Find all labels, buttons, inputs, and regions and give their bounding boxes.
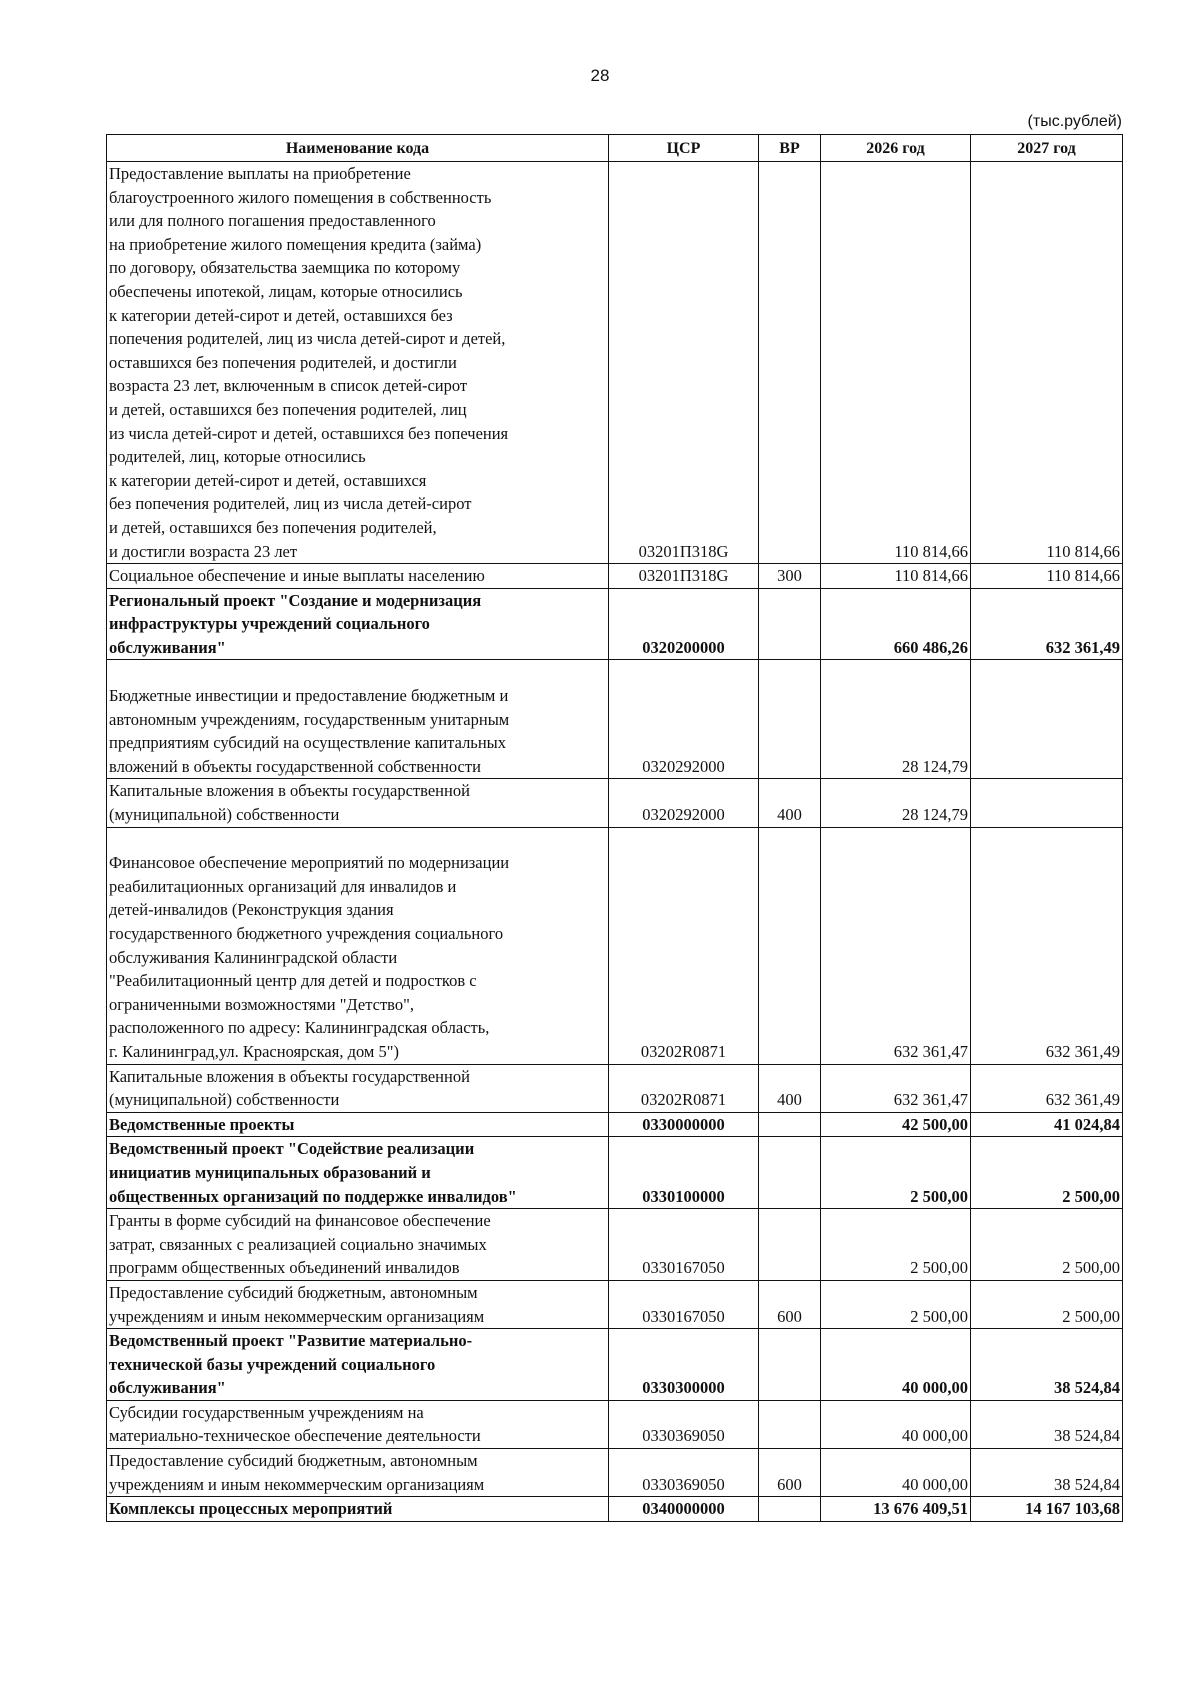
table-row xyxy=(107,827,1123,1064)
row-2026: 2 500,00 xyxy=(821,1137,971,1209)
row-name-line: без попечения родителей, лиц из числа детей-сирот xyxy=(109,494,472,514)
row-2027: 110 814,66 xyxy=(971,564,1123,589)
row-name-line: (муниципальной) собственности xyxy=(109,805,340,825)
row-csr: 0340000000 xyxy=(609,1497,759,1522)
header-csr: ЦСР xyxy=(609,135,759,162)
row-2027: 2 500,00 xyxy=(971,1280,1123,1328)
row-name-line: Региональный проект "Создание и модернизация xyxy=(109,590,482,610)
row-csr: 0320292000 xyxy=(609,660,759,779)
row-name-line: вложений в объекты государственной собственности xyxy=(109,756,481,776)
row-name-line: ограниченными возможностями "Детство", xyxy=(109,994,414,1014)
row-name-line: технической базы учреждений социального xyxy=(109,1354,436,1374)
row-name-line: государственного бюджетного учреждения социального xyxy=(109,924,504,943)
row-name-line: на приобретение жилого помещения кредита (займа) xyxy=(109,234,482,254)
row-vr: 600 xyxy=(759,1449,821,1497)
row-vr xyxy=(759,162,821,564)
row-name-line: (муниципальной) собственности xyxy=(109,1090,340,1110)
row-name-line: Капитальные вложения в объекты государственной xyxy=(109,1066,470,1086)
row-name-line: автономным учреждениям, государственным унитарным xyxy=(109,709,510,729)
row-name xyxy=(107,1449,609,1497)
row-name-line: из числа детей-сирот и детей, оставшихся без попечения xyxy=(109,423,509,443)
row-2027: 632 361,49 xyxy=(971,1064,1123,1112)
row-name xyxy=(107,1280,609,1328)
row-csr: 0330369050 xyxy=(609,1449,759,1497)
row-name-line: реабилитационных организаций для инвалидов и xyxy=(109,876,457,896)
header-2027: 2027 год xyxy=(971,135,1123,162)
row-name-line: общественных организаций по поддержке инвалидов" xyxy=(109,1186,517,1206)
row-vr xyxy=(759,660,821,779)
row-2026: 660 486,26 xyxy=(821,588,971,660)
row-name-line xyxy=(109,828,606,852)
row-name-line: Предоставление выплаты на приобретение xyxy=(109,164,411,183)
row-name-line: попечения родителей, лиц из числа детей-сирот и детей, xyxy=(109,329,506,349)
table-header-row xyxy=(107,135,1123,162)
row-name-line: Ведомственный проект "Развитие материально- xyxy=(109,1331,473,1351)
table-row xyxy=(107,1400,1123,1448)
row-name xyxy=(107,779,609,827)
row-name-line: затрат, связанных с реализацией социально значимых xyxy=(109,1234,487,1254)
row-name-line: Ведомственные проекты xyxy=(109,1114,295,1134)
row-2027: 632 361,49 xyxy=(971,588,1123,660)
row-name-line: к категории детей-сирот и детей, оставшихся без xyxy=(109,305,453,325)
row-vr xyxy=(759,1112,821,1137)
row-name-line: Предоставление субсидий бюджетным, автономным xyxy=(109,1282,478,1302)
row-csr: 0330167050 xyxy=(609,1280,759,1328)
row-2026: 42 500,00 xyxy=(821,1112,971,1137)
row-name xyxy=(107,1497,609,1522)
row-vr: 300 xyxy=(759,564,821,589)
row-2027: 632 361,49 xyxy=(971,827,1123,1064)
row-name-line: Комплексы процессных мероприятий xyxy=(109,1499,393,1519)
row-2027: 38 524,84 xyxy=(971,1400,1123,1448)
row-name-line: по договору, обязательства заемщика по которому xyxy=(109,258,461,278)
row-2026: 2 500,00 xyxy=(821,1280,971,1328)
row-name-line: родителей, лиц, которые относились xyxy=(109,447,366,467)
row-2026: 632 361,47 xyxy=(821,1064,971,1112)
row-csr: 0330000000 xyxy=(609,1112,759,1137)
header-vr: ВР xyxy=(759,135,821,162)
table-row xyxy=(107,1064,1123,1112)
row-name-line: оставшихся без попечения родителей, и достигли xyxy=(109,352,457,372)
table-row xyxy=(107,1137,1123,1209)
row-name-line: благоустроенного жилого помещения в собственность xyxy=(109,187,492,207)
row-vr: 400 xyxy=(759,1064,821,1112)
row-name-line: Финансовое обеспечение мероприятий по модернизации xyxy=(109,853,510,873)
row-name-line: и достигли возраста 23 лет xyxy=(109,541,298,561)
row-name-line: г. Калининград,ул. Красноярская, дом 5") xyxy=(109,1041,399,1061)
row-2026: 40 000,00 xyxy=(821,1329,971,1401)
row-name xyxy=(107,162,609,564)
row-name xyxy=(107,564,609,589)
table-row xyxy=(107,1112,1123,1137)
row-vr xyxy=(759,588,821,660)
row-name-line: предприятиям субсидий на осуществление капитальных xyxy=(109,733,506,753)
row-2026: 110 814,66 xyxy=(821,162,971,564)
table-row xyxy=(107,1280,1123,1328)
row-2027: 14 167 103,68 xyxy=(971,1497,1123,1522)
row-name xyxy=(107,827,609,1064)
row-name-line: расположенного по адресу: Калининградская область, xyxy=(109,1018,490,1038)
table-row xyxy=(107,588,1123,660)
page-number: 28 xyxy=(590,66,610,85)
row-vr xyxy=(759,1400,821,1448)
row-name-line: "Реабилитационный центр для детей и подростков с xyxy=(109,971,477,991)
row-name xyxy=(107,1112,609,1137)
row-2026: 110 814,66 xyxy=(821,564,971,589)
row-csr: 03202R0871 xyxy=(609,827,759,1064)
row-vr: 600 xyxy=(759,1280,821,1328)
row-csr: 0330100000 xyxy=(609,1137,759,1209)
row-name xyxy=(107,1209,609,1281)
row-2027: 41 024,84 xyxy=(971,1112,1123,1137)
row-name-line: Бюджетные инвестиции и предоставление бюджетным и xyxy=(109,686,509,706)
row-2027: 2 500,00 xyxy=(971,1209,1123,1281)
row-name-line: или для полного погашения предоставленного xyxy=(109,211,436,231)
header-name: Наименование кода xyxy=(107,135,609,162)
row-name-line: учреждениям и иным некоммерческим организациям xyxy=(109,1474,485,1494)
row-name xyxy=(107,660,609,779)
table-row xyxy=(107,1449,1123,1497)
row-name-line: и детей, оставшихся без попечения родителей, лиц xyxy=(109,399,467,419)
row-name xyxy=(107,1064,609,1112)
units-label: (тыс.рублей) xyxy=(1027,113,1122,130)
row-vr xyxy=(759,1209,821,1281)
row-2027 xyxy=(971,660,1123,779)
row-name-line: Субсидии государственным учреждениям на xyxy=(109,1402,424,1422)
row-2027: 38 524,84 xyxy=(971,1329,1123,1401)
row-2026: 632 361,47 xyxy=(821,827,971,1064)
row-name-line xyxy=(109,660,606,684)
table-row xyxy=(107,564,1123,589)
row-vr xyxy=(759,1497,821,1522)
row-csr: 0330300000 xyxy=(609,1329,759,1401)
row-vr: 400 xyxy=(759,779,821,827)
row-csr: 0330167050 xyxy=(609,1209,759,1281)
row-2027: 110 814,66 xyxy=(971,162,1123,564)
row-csr: 03201П318G xyxy=(609,162,759,564)
table-row xyxy=(107,660,1123,779)
row-name-line: обеспечены ипотекой, лицам, которые относились xyxy=(109,281,463,301)
table-row xyxy=(107,1209,1123,1281)
row-csr: 0330369050 xyxy=(609,1400,759,1448)
budget-table xyxy=(106,134,1123,1522)
row-name-line: инфраструктуры учреждений социального xyxy=(109,614,430,634)
row-name-line: и детей, оставшихся без попечения родителей, xyxy=(109,517,437,537)
row-vr xyxy=(759,827,821,1064)
table-row xyxy=(107,1329,1123,1401)
table-row xyxy=(107,1497,1123,1522)
row-vr xyxy=(759,1329,821,1401)
row-name-line: Гранты в форме субсидий на финансовое обеспечение xyxy=(109,1211,491,1231)
row-2026: 2 500,00 xyxy=(821,1209,971,1281)
row-name-line: детей-инвалидов (Реконструкция здания xyxy=(109,900,394,920)
row-2026: 40 000,00 xyxy=(821,1449,971,1497)
row-name-line: обслуживания Калининградской области xyxy=(109,947,398,967)
row-2027: 38 524,84 xyxy=(971,1449,1123,1497)
row-name-line: Социальное обеспечение и иные выплаты населению xyxy=(109,566,485,586)
header-2026: 2026 год xyxy=(821,135,971,162)
row-csr: 0320200000 xyxy=(609,588,759,660)
row-2026: 28 124,79 xyxy=(821,660,971,779)
row-csr: 03202R0871 xyxy=(609,1064,759,1112)
row-name-line: возраста 23 лет, включенным в список детей-сирот xyxy=(109,376,468,396)
row-csr: 0320292000 xyxy=(609,779,759,827)
row-2026: 40 000,00 xyxy=(821,1400,971,1448)
row-name-line: обслуживания" xyxy=(109,1378,226,1398)
table-row xyxy=(107,779,1123,827)
table-row xyxy=(107,162,1123,564)
row-2027 xyxy=(971,779,1123,827)
row-csr: 03201П318G xyxy=(609,564,759,589)
row-2026: 28 124,79 xyxy=(821,779,971,827)
row-name xyxy=(107,1137,609,1209)
row-name xyxy=(107,588,609,660)
row-name-line: к категории детей-сирот и детей, оставшихся xyxy=(109,470,427,490)
row-name xyxy=(107,1400,609,1448)
row-name-line: учреждениям и иным некоммерческим организациям xyxy=(109,1306,485,1326)
row-2027: 2 500,00 xyxy=(971,1137,1123,1209)
row-name-line: Предоставление субсидий бюджетным, автономным xyxy=(109,1451,478,1471)
row-name-line: Капитальные вложения в объекты государственной xyxy=(109,781,470,801)
row-name-line: программ общественных объединений инвалидов xyxy=(109,1258,460,1278)
row-name xyxy=(107,1329,609,1401)
row-name-line: Ведомственный проект "Содействие реализации xyxy=(109,1139,475,1159)
row-2026: 13 676 409,51 xyxy=(821,1497,971,1522)
table-body xyxy=(107,162,1123,1522)
row-name-line: инициатив муниципальных образований и xyxy=(109,1162,431,1182)
row-name-line: обслуживания" xyxy=(109,637,226,657)
row-name-line: материально-техническое обеспечение деятельности xyxy=(109,1426,481,1446)
row-vr xyxy=(759,1137,821,1209)
